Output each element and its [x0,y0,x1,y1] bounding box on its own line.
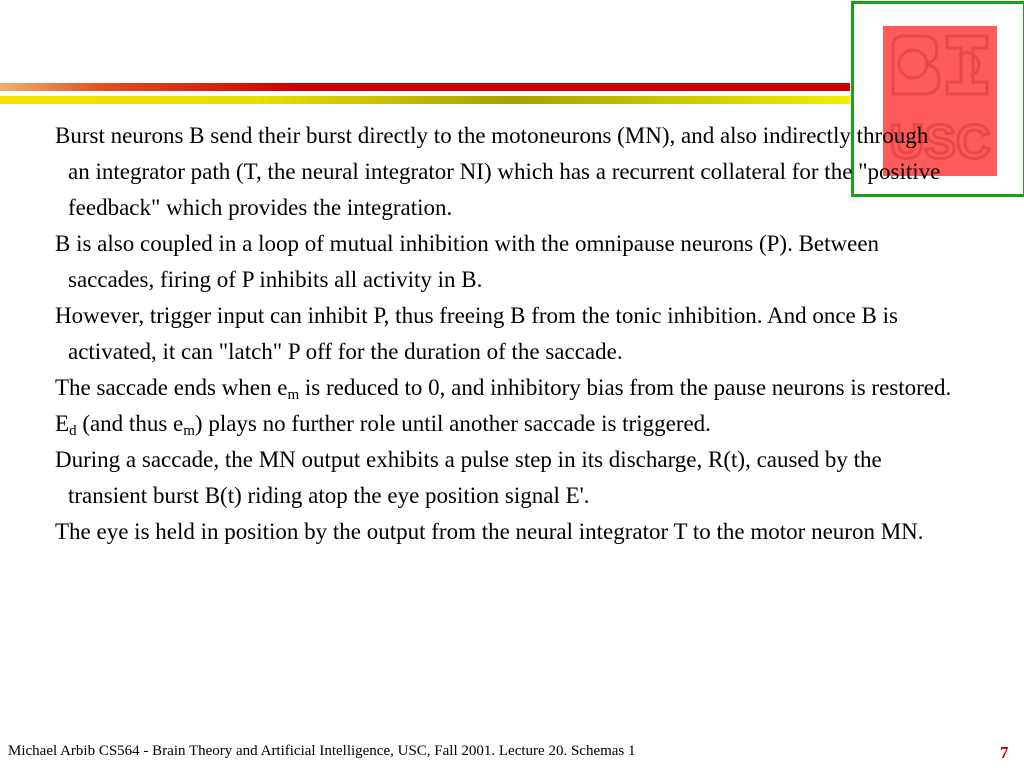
footer-credit: Michael Arbib CS564 - Brain Theory and Artificial Intelligence, USC, Fall 2001. Lecture 20. Schemas 1 [8,743,636,759]
paragraph-5 [55,406,955,442]
paragraph-5-part-a: E [55,411,70,436]
header-yellow-band [0,96,850,104]
subscript-m: m [287,387,300,403]
paragraph-3: However, trigger input can inhibit P, thus freeing B from the tonic inhibition. And once B is activated, it can "latch" P off for the duration of the saccade. [55,303,898,364]
page-number: 7 [1000,743,1009,762]
subscript-d: d [69,423,77,439]
paragraph-4-part-a: The saccade ends when e [55,375,288,400]
paragraph-5-part-c: ) plays no further role until another saccade is triggered. [194,411,711,436]
header-red-band [0,83,850,91]
paragraph-4-part-b: is reduced to 0, and inhibitory bias from the pause neurons is restored. [299,375,952,400]
paragraph-4 [55,370,955,406]
paragraph-7: The eye is held in position by the output from the neural integrator T to the motor neuron MN. [55,519,924,544]
subscript-m-2: m [183,423,195,439]
slide-body [55,118,955,550]
logo-usc-text: USC [889,116,991,169]
paragraph-5-part-b: (and thus e [76,411,184,436]
paragraph-6: During a saccade, the MN output exhibits a pulse step in its discharge, R(t), caused by the transient burst B(t) riding atop the eye position signal E'. [55,447,882,508]
paragraph-2: B is also coupled in a loop of mutual inhibition with the omnipause neurons (P). Between saccades, firing of P inhibits all activity in B. [55,231,880,292]
paragraph-1: Burst neurons B send their burst directly to the motoneurons (MN), and also indirectly through an integrator path (T, the neural integrator NI) which has a recurrent collateral for the "positive feedback" which provides the integration. [55,123,941,220]
